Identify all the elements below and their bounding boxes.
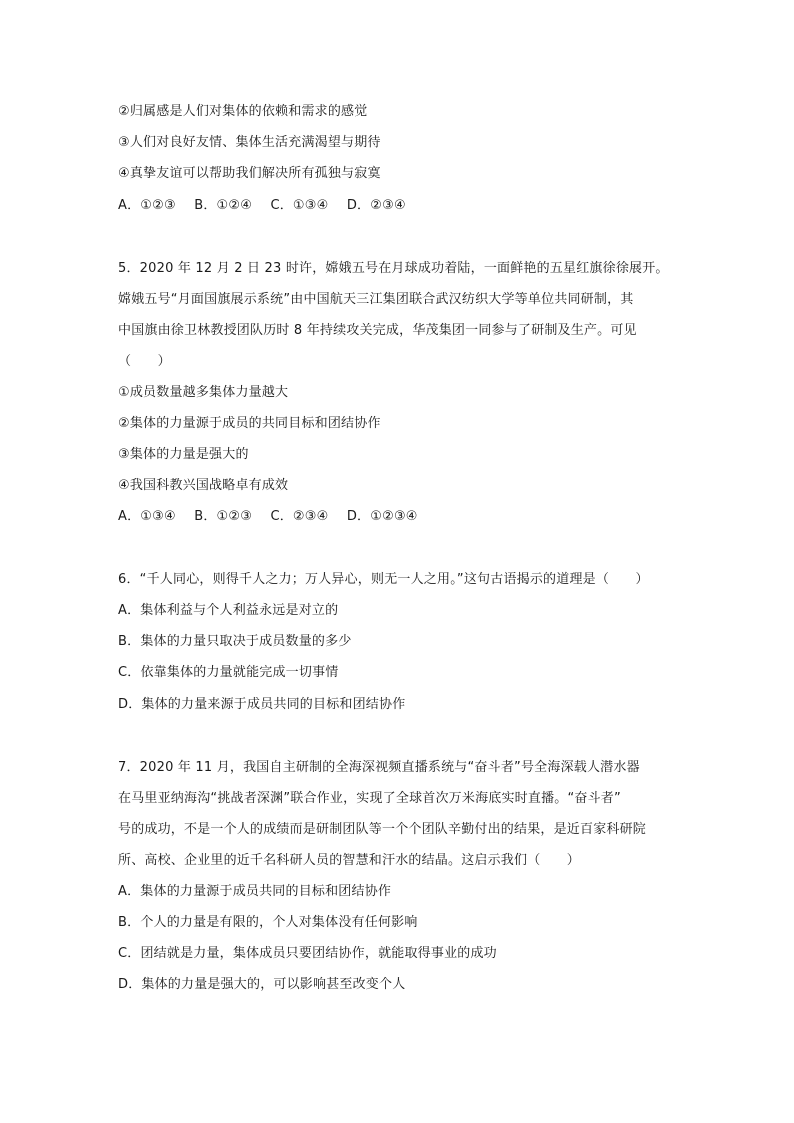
q6-choice-c: C．依靠集体的力量就能完成一切事情: [118, 665, 339, 680]
q7-stem-line-3: 号的成功，不是一个人的成绩而是研制团队等一个个团队辛勤付出的结果，是近百家科研院: [118, 822, 647, 837]
q4-option-c: C．①③④: [270, 198, 329, 213]
q6-choice-a: A．集体利益与个人利益永远是对立的: [118, 603, 339, 618]
q4-item-4: ④真挚友谊可以帮助我们解决所有孤独与寂寞: [118, 166, 381, 181]
q5-option-a: A．①③④: [118, 509, 176, 524]
q5-options: [118, 509, 432, 525]
q6-choice-d: D．集体的力量来源于成员共同的目标和团结协作: [118, 697, 406, 712]
q5-item-1: ①成员数量越多集体力量越大: [118, 385, 289, 400]
q5-option-c: C．②③④: [270, 509, 329, 524]
q4-options: [118, 198, 420, 214]
q7-stem-line-1: 7．2020 年 11 月，我国自主研制的全海深视频直播系统与“奋斗者”号全海深载人潜水器: [118, 760, 640, 775]
q5-option-b: B．①②③: [194, 509, 253, 524]
q6-choice-b: B．集体的力量只取决于成员数量的多少: [118, 634, 352, 649]
q7-stem-line-4: 所、高校、企业里的近千名科研人员的智慧和汗水的结晶。这启示我们（ ）: [118, 853, 581, 868]
q5-item-4: ④我国科教兴国战略卓有成效: [118, 478, 289, 493]
q7-stem-line-2: 在马里亚纳海沟“挑战者深渊”联合作业，实现了全球首次万米海底实时直播。“奋斗者”: [118, 791, 621, 806]
q7-choice-c: C．团结就是力量，集体成员只要团结协作，就能取得事业的成功: [118, 946, 497, 961]
q5-answer-blank: （ ）: [118, 354, 171, 369]
q4-item-3: ③人们对良好友情、集体生活充满渴望与期待: [118, 135, 381, 150]
q5-stem-line-2: 嫦娥五号“月面国旗展示系统”由中国航天三江集团联合武汉纺织大学等单位共同研制，其: [118, 292, 634, 307]
q4-option-b: B．①②④: [194, 198, 253, 213]
q7-choice-d: D．集体的力量是强大的，可以影响甚至改变个人: [118, 977, 406, 992]
q5-option-d: D．①②③④: [346, 509, 418, 524]
q5-stem-line-3: 中国旗由徐卫林教授团队历时 8 年持续攻关完成，华茂集团一同参与了研制及生产。可见: [118, 323, 637, 338]
q7-choice-b: B．个人的力量是有限的，个人对集体没有任何影响: [118, 915, 418, 930]
q5-item-3: ③集体的力量是强大的: [118, 447, 249, 462]
q5-stem-line-1: 5．2020 年 12 月 2 日 23 时许，嫦娥五号在月球成功着陆，一面鲜艳的五星红旗徐徐展开。: [118, 261, 669, 276]
q6-stem: 6．“千人同心，则得千人之力；万人异心，则无一人之用。”这句古语揭示的道理是（ ）: [118, 572, 649, 587]
q4-option-d: D．②③④: [346, 198, 406, 213]
q4-item-2: ②归属感是人们对集体的依赖和需求的感觉: [118, 104, 368, 119]
q7-choice-a: A．集体的力量源于成员共同的目标和团结协作: [118, 884, 392, 899]
q5-item-2: ②集体的力量源于成员的共同目标和团结协作: [118, 416, 381, 431]
q4-option-a: A．①②③: [118, 198, 176, 213]
